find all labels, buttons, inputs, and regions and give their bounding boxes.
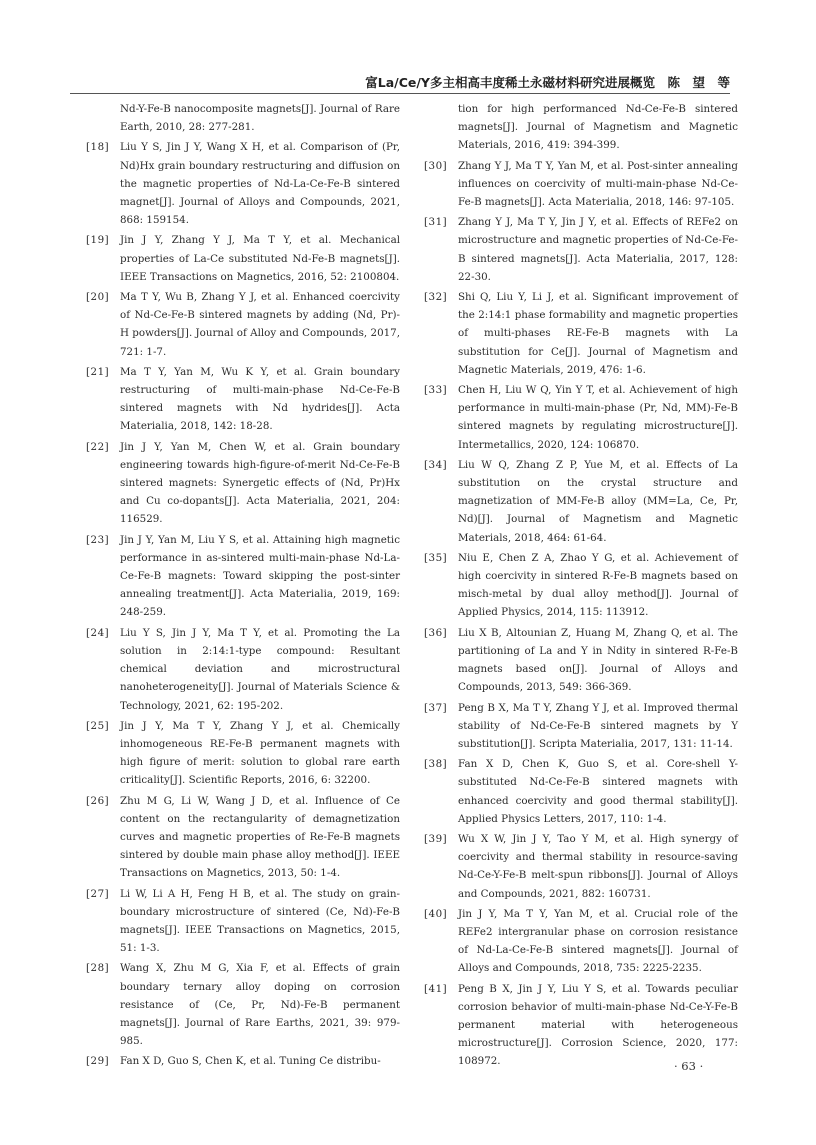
reference-entry bbox=[424, 213, 738, 286]
reference-number: [32] bbox=[424, 291, 448, 304]
reference-number: [23] bbox=[86, 533, 110, 546]
reference-number: [22] bbox=[86, 440, 110, 453]
reference-entry bbox=[86, 792, 400, 883]
reference-entry bbox=[86, 717, 400, 790]
reference-number: [18] bbox=[86, 141, 110, 154]
reference-entry bbox=[424, 624, 738, 697]
reference-number: [28] bbox=[86, 962, 110, 975]
reference-entry bbox=[424, 905, 738, 978]
reference-entry bbox=[424, 288, 738, 379]
reference-column-right bbox=[424, 100, 738, 1073]
reference-text: Liu Y S, Jin J Y, Wang X H, et al. Comparison of (Pr, Nd)Hx grain boundary restructuring and diffusion on the magnetic properties of Nd-La-Ce-Fe-B sintered magnet[J]. Journal of Alloys and Compounds, 2021, 868: 159154. bbox=[120, 141, 400, 227]
reference-number: [40] bbox=[424, 907, 448, 920]
reference-entry bbox=[86, 624, 400, 715]
reference-number: [38] bbox=[424, 758, 448, 771]
reference-text: Jin J Y, Ma T Y, Yan M, et al. Crucial role of the REFe2 intergranular phase on corrosion resistance of Nd-La-Ce-Fe-B sintered magnets[J]. Journal of Alloys and Compounds, 2018, 735: 2225-2235. bbox=[458, 907, 738, 975]
reference-number: [41] bbox=[424, 982, 448, 995]
reference-text: Niu E, Chen Z A, Zhao Y G, et al. Achievement of high coercivity in sintered R-Fe-B magnets based on misch-metal by dual alloy method[J]. Journal of Applied Physics, 2014, 115: 113912. bbox=[458, 551, 738, 619]
reference-entry bbox=[424, 100, 738, 155]
reference-entry bbox=[424, 699, 738, 754]
reference-entry bbox=[424, 456, 738, 547]
reference-text: Liu W Q, Zhang Z P, Yue M, et al. Effects of La substitution on the crystal structure and magnetization of MM-Fe-B alloy (MM=La, Ce, Pr, Nd)[J]. Journal of Magnetism and Magnetic Materials, 2018, 464: 61-64. bbox=[458, 458, 738, 544]
reference-entry bbox=[424, 157, 738, 212]
reference-text: Peng B X, Ma T Y, Zhang Y J, et al. Improved thermal stability of Nd-Ce-Fe-B sintered magnets by Y substitution[J]. Scripta Materialia, 2017, 131: 11-14. bbox=[458, 701, 738, 750]
reference-entry bbox=[86, 100, 400, 136]
reference-number: [37] bbox=[424, 701, 448, 714]
reference-text: Zhu M G, Li W, Wang J D, et al. Influence of Ce content on the rectangularity of demagnetization curves and magnetic properties of Re-Fe-B magnets sintered by double main phase alloy method[J]. IEEE Transactions on Magnetics, 2013, 50: 1-4. bbox=[120, 794, 400, 880]
reference-number: [35] bbox=[424, 551, 448, 564]
reference-entry bbox=[86, 438, 400, 529]
reference-text: Jin J Y, Yan M, Chen W, et al. Grain boundary engineering towards high-figure-of-merit Nd-Ce-Fe-B sintered magnets: Synergetic effects of (Nd, Pr)Hx and Cu co-dopants[J]. Acta Materialia, 2021, 204: 116529. bbox=[120, 440, 400, 526]
reference-number: [21] bbox=[86, 365, 110, 378]
reference-number: [25] bbox=[86, 719, 110, 732]
reference-text: Wu X W, Jin J Y, Tao Y M, et al. High synergy of coercivity and thermal stability in resource-saving Nd-Ce-Y-Fe-B melt-spun ribbons[J]. Journal of Alloys and Compounds, 2021, 882: 160731. bbox=[458, 832, 738, 900]
reference-entry bbox=[86, 531, 400, 622]
reference-entry bbox=[86, 1052, 400, 1070]
reference-entry bbox=[86, 959, 400, 1050]
reference-number: [24] bbox=[86, 626, 110, 639]
reference-number: [27] bbox=[86, 887, 110, 900]
reference-text: Fan X D, Chen K, Guo S, et al. Core-shell Y-substituted Nd-Ce-Fe-B sintered magnets with enhanced coercivity and good thermal stability[J]. Applied Physics Letters, 2017, 110: 1-4. bbox=[458, 758, 738, 825]
header-rule bbox=[70, 93, 730, 94]
reference-text: Wang X, Zhu M G, Xia F, et al. Effects of grain boundary ternary alloy doping on corrosion resistance of (Ce, Pr, Nd)-Fe-B permanent magnets[J]. Journal of Rare Earths, 2021, 39: 979-985. bbox=[120, 962, 400, 1048]
reference-text: Chen H, Liu W Q, Yin Y T, et al. Achievement of high performance in multi-main-phase (Pr, Nd, MM)-Fe-B sintered magnets by regulating microstructure[J]. Intermetallics, 2020, 124: 106870. bbox=[458, 384, 738, 451]
reference-entry bbox=[86, 885, 400, 958]
reference-text: Zhang Y J, Ma T Y, Yan M, et al. Post-sinter annealing influences on coercivity of multi-main-phase Nd-Ce-Fe-B magnets[J]. Acta Materialia, 2018, 146: 97-105. bbox=[458, 159, 738, 209]
reference-entry bbox=[424, 549, 738, 622]
reference-entry bbox=[86, 138, 400, 229]
reference-text: Jin J Y, Zhang Y J, Ma T Y, et al. Mechanical properties of La-Ce substituted Nd-Fe-B magnets[J]. IEEE Transactions on Magnetics, 2016, 52: 2100804. bbox=[120, 234, 400, 283]
reference-text: Ma T Y, Wu B, Zhang Y J, et al. Enhanced coercivity of Nd-Ce-Fe-B sintered magnets by adding (Nd, Pr)-H powders[J]. Journal of Alloy and Compounds, 2017, 721: 1-7. bbox=[120, 291, 400, 358]
reference-text: Shi Q, Liu Y, Li J, et al. Significant improvement of the 2:14:1 phase formability and magnetic properties of multi-phases RE-Fe-B magnets with La substitution for Ce[J]. Journal of Magnetism and Magnetic Materials, 2019, 476: 1-6. bbox=[458, 291, 738, 376]
reference-text: Liu X B, Altounian Z, Huang M, Zhang Q, et al. The partitioning of La and Y in Ndity in sintered R-Fe-B magnets based on[J]. Journal of Alloys and Compounds, 2013, 549: 366-369. bbox=[458, 626, 738, 694]
reference-number: [39] bbox=[424, 832, 448, 845]
reference-text: Li W, Li A H, Feng H B, et al. The study on grain-boundary microstructure of sintered (Ce, Nd)-Fe-B magnets[J]. IEEE Transactions on Magnetics, 2015, 51: 1-3. bbox=[120, 887, 400, 955]
reference-text: tion for high performanced Nd-Ce-Fe-B sintered magnets[J]. Journal of Magnetism and Magnetic Materials, 2016, 419: 394-399. bbox=[458, 103, 738, 152]
reference-text: Nd-Y-Fe-B nanocomposite magnets[J]. Journal of Rare Earth, 2010, 28: 277-281. bbox=[120, 103, 400, 134]
reference-entry bbox=[86, 363, 400, 436]
reference-text: Liu Y S, Jin J Y, Ma T Y, et al. Promoting the La solution in 2:14:1-type compound: Resultant chemical deviation and microstructural nanoheterogeneity[J]. Journal of Materials Science & Technology, 2021, 62: 195-202. bbox=[120, 626, 400, 712]
running-header: 富La/Ce/Y多主相高丰度稀土永磁材料研究进展概览 陈 望 等 bbox=[365, 75, 730, 90]
page-number: · 63 · bbox=[674, 1059, 704, 1073]
reference-entry bbox=[424, 755, 738, 828]
reference-number: [29] bbox=[86, 1055, 110, 1068]
reference-entry bbox=[424, 830, 738, 903]
reference-entry bbox=[86, 231, 400, 286]
reference-entry bbox=[424, 980, 738, 1071]
reference-text: Peng B X, Jin J Y, Liu Y S, et al. Towards peculiar corrosion behavior of multi-main-phase Nd-Ce-Y-Fe-B permanent material with heterogeneous microstructure[J]. Corrosion Science, 2020, 177: 108972. bbox=[458, 982, 738, 1068]
reference-entry bbox=[424, 381, 738, 454]
reference-text: Fan X D, Guo S, Chen K, et al. Tuning Ce distribu- bbox=[120, 1055, 381, 1068]
reference-text: Zhang Y J, Ma T Y, Jin J Y, et al. Effects of REFe2 on microstructure and magnetic properties of Nd-Ce-Fe-B sintered magnets[J]. Acta Materialia, 2017, 128: 22-30. bbox=[458, 216, 738, 283]
reference-number: [26] bbox=[86, 794, 110, 807]
reference-entry bbox=[86, 288, 400, 361]
reference-column-left bbox=[86, 100, 400, 1073]
reference-text: Jin J Y, Ma T Y, Zhang Y J, et al. Chemically inhomogeneous RE-Fe-B permanent magnets with high figure of merit: solution to global rare earth criticality[J]. Scientific Reports, 2016, 6: 32200. bbox=[120, 719, 400, 787]
reference-text: Ma T Y, Yan M, Wu K Y, et al. Grain boundary restructuring of multi-main-phase Nd-Ce-Fe-B sintered magnets with Nd hydrides[J]. Acta Materialia, 2018, 142: 18-28. bbox=[120, 365, 400, 433]
reference-number: [34] bbox=[424, 458, 448, 471]
reference-number: [20] bbox=[86, 291, 110, 304]
reference-number: [30] bbox=[424, 159, 448, 172]
reference-number: [19] bbox=[86, 234, 110, 247]
reference-number: [33] bbox=[424, 384, 448, 397]
reference-text: Jin J Y, Yan M, Liu Y S, et al. Attaining high magnetic performance in as-sintered multi-main-phase Nd-La-Ce-Fe-B magnets: Toward skipping the post-sinter annealing treatment[J]. Acta Materialia, 2019, 169: 248-259. bbox=[120, 533, 400, 619]
reference-number: [36] bbox=[424, 626, 448, 639]
reference-number: [31] bbox=[424, 216, 448, 229]
